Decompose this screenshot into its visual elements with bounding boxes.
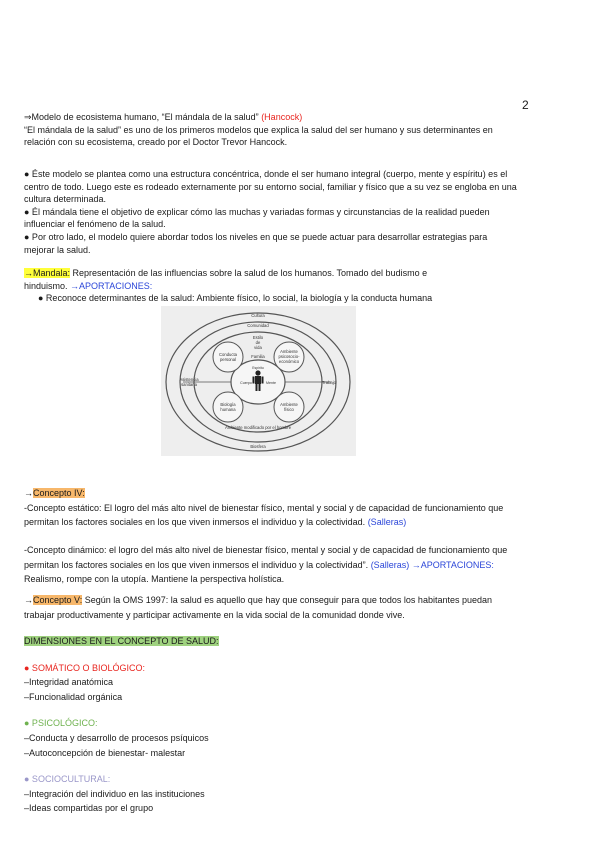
mandala-label: →Mandala: [24, 268, 71, 278]
intro-line-1: “El mándala de la salud” es uno de los primeros modelos que explica la salud del ser humano y sus determinantes en [24, 124, 493, 135]
diagram-label-ambiente-psico-1: Ambiente [280, 349, 298, 354]
concepto-v-label: Concepto V: [33, 595, 83, 605]
model-author: (Hancock) [261, 112, 303, 122]
concepto-iv-section [24, 487, 578, 529]
mandala-sub-bullet: ● Reconoce determinantes de la salud: Ambiente físico, lo social, la biología y la conducta humana [38, 293, 433, 304]
dimension-sociocultural-item-2: –Ideas compartidas por el grupo [24, 803, 154, 814]
dimensiones-section [24, 635, 578, 815]
diagram-label-familia: Familia [251, 354, 265, 359]
diagram-label-trabajo: Trabajo [321, 380, 337, 385]
diagram-label-biosfera: Biosfera [250, 444, 266, 449]
diagram-label-cultura: Cultura [251, 313, 265, 318]
concepto-v-line-1: Según la OMS 1997: la salud es aquello que hay que conseguir para que todos los habitantes puedan [82, 595, 492, 605]
bullet-2-line-1: ● Él mándala tiene el objetivo de explicar cómo las muchas y variadas formas y circunstancias de la realidad pueden [24, 206, 490, 217]
diagram-label-conducta-2: personal [219, 357, 237, 362]
diagram-label-estilo-2: de [255, 340, 261, 345]
concepto-v-section [24, 594, 578, 621]
diagram-label-comunidad: Comunidad [247, 323, 269, 328]
dinamico-line-3: Realismo, rompe con la utopía. Mantiene la perspectiva holística. [24, 574, 285, 585]
dinamico-author: (Salleras) [370, 559, 410, 570]
dimension-somatico-item-2: –Funcionalidad orgánica [24, 691, 123, 702]
page-number: 2 [522, 98, 529, 112]
diagram-label-cuerpo: Cuerpo [240, 381, 252, 385]
concepto-iv-label: Concepto IV: [33, 488, 85, 498]
diagram-label-ambiente-psico-3: económico [278, 359, 300, 364]
mandala-section [24, 267, 578, 305]
intro-section [24, 111, 578, 149]
diagram-label-biologia-1: Biología [220, 402, 236, 407]
dimension-psicologico-item-1: –Conducta y desarrollo de procesos psíquicos [24, 732, 209, 743]
diagram-label-asistencia-1: Asistencia [179, 377, 199, 382]
dinamico-section [24, 544, 578, 586]
mandala-diagram [161, 306, 356, 456]
bullet-2-line-2: influenciar el fenómeno de la salud. [24, 219, 166, 230]
concepto-iv-arrow: → [24, 488, 33, 498]
dimension-sociocultural-item-1: –Integración del individuo en las instituciones [24, 788, 205, 799]
model-title-text: ⇒Modelo de ecosistema humano, “El mándala de la salud” [24, 112, 259, 122]
mandala-text-2: hinduismo. [24, 280, 71, 291]
concepto-v-arrow: → [24, 595, 33, 605]
dinamico-line-2: permitan los factores sociales en los que viven inmersos el individuo y la colectividad”. [24, 559, 369, 570]
concepto-iv-line-1: -Concepto estático: El logro del más alto nivel de bienestar físico, mental y social y de capacidad de funcionamiento que [24, 502, 504, 513]
mandala-text-1: Representación de las influencias sobre la salud de los humanos. Tomado del budismo e [70, 268, 428, 278]
diagram-label-espiritu: Espíritu [252, 366, 264, 370]
concepto-iv-line-2: permitan los factores sociales en los que viven inmersos el individuo y la colectividad. [24, 517, 366, 528]
dimension-psicologico-title: ● PSICOLÓGICO: [24, 718, 98, 729]
dimension-somatico-title: ● SOMÁTICO O BIOLÓGICO: [24, 662, 145, 673]
concepto-v-line-2: trabajar productivamente y participar activamente en la vida social de la comunidad donde vive. [24, 609, 405, 620]
diagram-label-ambiente-fisico-1: Ambiente [280, 402, 298, 407]
model-title [24, 111, 578, 124]
diagram-label-estilo-3: vida [254, 345, 262, 350]
diagram-label-mente: Mente [266, 381, 276, 385]
dinamico-line-1: -Concepto dinámico: el logro del más alto nivel de bienestar físico, mental y social y de capacidad de funcionamiento que [24, 545, 508, 555]
diagram-label-estilo-1: Estilo [252, 335, 264, 340]
bullet-list [24, 168, 578, 256]
dimension-somatico-item-1: –Integridad anatómica [24, 677, 114, 688]
dimension-psicologico-item-2: –Autoconcepción de bienestar- malestar [24, 747, 186, 758]
mandala-aportaciones: →APORTACIONES: [70, 280, 153, 291]
bullet-1-line-2: centro de todo. Luego este es rodeado externamente por su entorno social, familiar y físico que a su vez se engloba en una [24, 181, 517, 192]
diagram-label-asistencia-2: sanitaria [181, 382, 197, 387]
dimensiones-title: DIMENSIONES EN EL CONCEPTO DE SALUD: [24, 636, 219, 646]
concepto-iv-author: (Salleras) [367, 517, 407, 528]
bullet-3-line-1: ● Por otro lado, el modelo quiere abordar todos los niveles en que se puede actuar para desarrollar estrategias para [24, 231, 488, 242]
diagram-label-biologia-2: humana [220, 407, 236, 412]
diagram-label-ambiente-fisico-2: físico [284, 407, 294, 412]
dimension-sociocultural-title: ● SOCIOCULTURAL: [24, 774, 111, 785]
bullet-1-line-1: ● Éste modelo se plantea como una estructura concéntrica, donde el ser humano integral (cuerpo, mente y espíritu) es el [24, 169, 508, 179]
diagram-label-conducta-1: Conducta [219, 352, 237, 357]
bullet-1-line-3: cultura determinada. [24, 194, 107, 205]
diagram-label-ambiente-modificado: Ambiente modificado por el hombre [224, 425, 292, 430]
dinamico-aportaciones: →APORTACIONES: [411, 559, 494, 570]
intro-line-2: relación con su ecosistema, creado por el Doctor Trevor Hancock. [24, 137, 288, 148]
bullet-3-line-2: mejorar la salud. [24, 244, 91, 255]
diagram-label-ambiente-psico-2: psicosocio- [278, 354, 300, 359]
